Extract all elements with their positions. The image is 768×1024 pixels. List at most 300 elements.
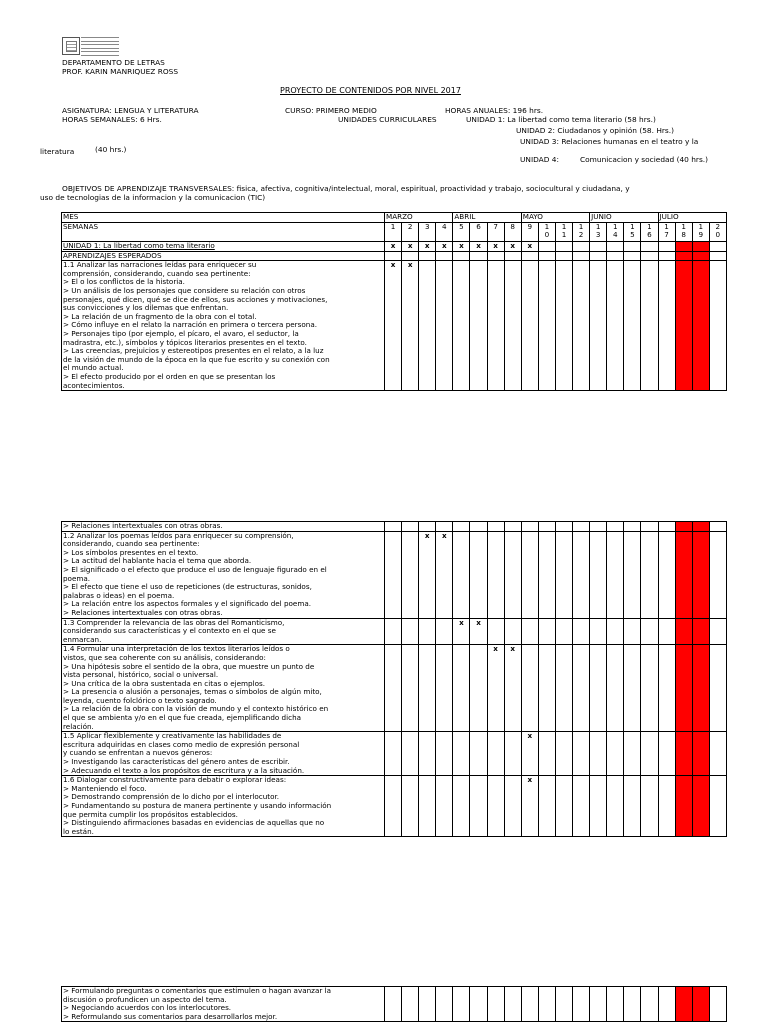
learning-outcome-description	[62, 261, 385, 391]
description-line: lo están.	[63, 826, 94, 836]
p3-r0-week-10	[538, 987, 555, 1022]
p2-r1-week-16	[641, 531, 658, 618]
p1-r0-week-11	[555, 261, 572, 391]
unit-1-week-18	[675, 241, 692, 251]
p2-r3-week-13	[590, 645, 607, 732]
p2-r1-week-12	[573, 531, 590, 618]
p1-r0-week-4	[436, 261, 453, 391]
p2-r5-week-12	[573, 776, 590, 837]
p2-r5-week-15	[624, 776, 641, 837]
unit-1-week-15	[624, 241, 641, 251]
description-line: > Negociando acuerdos con los interlocutores.	[63, 1003, 232, 1013]
p2-r4-week-16	[641, 732, 658, 776]
p3-r0-week-3	[419, 987, 436, 1022]
unit-row	[62, 241, 727, 251]
p2-r3-week-15	[624, 645, 641, 732]
p2-r0-week-1	[385, 522, 402, 532]
month-marzo: MARZO	[385, 213, 453, 223]
unit-1-week-1: x	[385, 241, 402, 251]
description-line: 1.2 Analizar los poemas leídos para enriquecer su comprensión,	[63, 531, 294, 540]
learning-outcome-row	[62, 618, 727, 645]
week-2-header: 2	[402, 222, 419, 241]
p3-r0-week-4	[436, 987, 453, 1022]
header-week-19	[692, 251, 709, 261]
description-line: > Una hipótesis sobre el sentido de la obra, que muestre un punto de	[63, 661, 315, 671]
week-11-header: 1 1	[555, 222, 572, 241]
p2-r1-week-19	[692, 531, 709, 618]
header-week-8	[504, 251, 521, 261]
header-week-18	[675, 251, 692, 261]
p2-r0-week-10	[538, 522, 555, 532]
week-header-row	[62, 222, 727, 241]
p1-r0-week-10	[538, 261, 555, 391]
description-line: > El significado o el efecto que produce el uso de lenguaje figurado en el	[63, 564, 327, 574]
p2-r5-week-19	[692, 776, 709, 837]
p2-r0-week-14	[607, 522, 624, 532]
p2-r1-week-3: x	[419, 531, 436, 618]
department-label: DEPARTAMENTO DE LETRAS	[62, 58, 165, 67]
p2-r5-week-18	[675, 776, 692, 837]
subject-label: ASIGNATURA: LENGUA Y LITERATURA	[62, 106, 199, 115]
week-12-header: 1 2	[573, 222, 590, 241]
description-line: sus convicciones y los dilemas que enfrentan.	[63, 303, 229, 313]
header-week-1	[385, 251, 402, 261]
header-week-10	[538, 251, 555, 261]
schedule-table-page-3	[61, 986, 727, 1022]
p2-r1-week-18	[675, 531, 692, 618]
p2-r2-week-2	[402, 618, 419, 645]
p2-r2-week-19	[692, 618, 709, 645]
p2-r5-week-10	[538, 776, 555, 837]
p3-r0-week-19	[692, 987, 709, 1022]
p1-r0-week-16	[641, 261, 658, 391]
header-week-20	[709, 251, 726, 261]
p2-r4-week-4	[436, 732, 453, 776]
p2-r2-week-11	[555, 618, 572, 645]
p1-r0-week-1: x	[385, 261, 402, 391]
p2-r5-week-11	[555, 776, 572, 837]
description-line: > Investigando las características del género antes de escribir.	[63, 757, 290, 767]
unit-4-title: Comunicacion y sociedad (40 hrs.)	[580, 155, 709, 164]
p2-r4-week-17	[658, 732, 675, 776]
p2-r3-week-4	[436, 645, 453, 732]
description-line: > Las creencias, prejuicios y estereotipos presentes en el relato, a la luz	[63, 346, 324, 356]
learning-outcome-description	[62, 618, 385, 645]
p2-r5-week-20	[709, 776, 726, 837]
p3-r0-week-17	[658, 987, 675, 1022]
p2-r1-week-13	[590, 531, 607, 618]
p2-r2-week-16	[641, 618, 658, 645]
p2-r3-week-16	[641, 645, 658, 732]
header-week-16	[641, 251, 658, 261]
unit-1-week-5: x	[453, 241, 470, 251]
p2-r0-week-17	[658, 522, 675, 532]
p3-r0-week-9	[521, 987, 538, 1022]
description-line: > La relación de la obra con la visión de mundo y el contexto histórico en	[63, 704, 329, 714]
p2-r5-week-6	[470, 776, 487, 837]
month-junio: JUNIO	[590, 213, 658, 223]
p2-r5-week-1	[385, 776, 402, 837]
header-week-2	[402, 251, 419, 261]
p2-r0-week-6	[470, 522, 487, 532]
p1-r0-week-6	[470, 261, 487, 391]
p2-r3-week-17	[658, 645, 675, 732]
p2-r4-week-5	[453, 732, 470, 776]
p2-r3-week-12	[573, 645, 590, 732]
p3-r0-week-1	[385, 987, 402, 1022]
description-line: madrastra, etc.), símbolos y tópicos literarios presentes en el texto.	[63, 337, 307, 347]
p2-r4-week-19	[692, 732, 709, 776]
unit-1-week-13	[590, 241, 607, 251]
p3-r0-week-15	[624, 987, 641, 1022]
p2-r4-week-8	[504, 732, 521, 776]
description-line: acontecimientos.	[63, 380, 125, 390]
learning-outcome-row	[62, 645, 727, 732]
unit-1-week-11	[555, 241, 572, 251]
unit-1-week-19	[692, 241, 709, 251]
p2-r0-week-8	[504, 522, 521, 532]
learning-outcomes-header: APRENDIZAJES ESPERADOS	[62, 251, 385, 261]
p2-r4-week-10	[538, 732, 555, 776]
p1-r0-week-9	[521, 261, 538, 391]
header-week-9	[521, 251, 538, 261]
description-line: comprensión, considerando, cuando sea pertinente:	[63, 268, 251, 278]
p2-r0-week-16	[641, 522, 658, 532]
p2-r4-week-3	[419, 732, 436, 776]
p3-r0-week-16	[641, 987, 658, 1022]
header-week-4	[436, 251, 453, 261]
description-line: > Una crítica de la obra sustentada en citas o ejemplos.	[63, 678, 266, 688]
learning-outcome-row	[62, 987, 727, 1022]
learning-outcome-description	[62, 732, 385, 776]
learning-outcome-description	[62, 531, 385, 618]
p2-r2-week-1	[385, 618, 402, 645]
description-line: y cuando se enfrentan a nuevos géneros:	[63, 748, 213, 758]
p2-r5-week-5	[453, 776, 470, 837]
p2-r5-week-8	[504, 776, 521, 837]
unit-1-week-12	[573, 241, 590, 251]
unit-4-label: UNIDAD 4:	[520, 155, 559, 164]
description-line: 1.4 Formular una interpretación de los textos literarios leídos o	[63, 644, 290, 654]
teacher-label: PROF. KARIN MANRIQUEZ ROSS	[62, 67, 179, 76]
p2-r1-week-8	[504, 531, 521, 618]
p2-r0-week-19	[692, 522, 709, 532]
p2-r2-week-6: x	[470, 618, 487, 645]
week-19-header: 1 9	[692, 222, 709, 241]
description-line: poema.	[63, 573, 91, 583]
p2-r0-week-3	[419, 522, 436, 532]
week-4-header: 4	[436, 222, 453, 241]
week-8-header: 8	[504, 222, 521, 241]
unit-1-row-label: UNIDAD 1: La libertad como tema literario	[62, 241, 385, 251]
description-line: > El efecto que tiene el uso de repeticiones (de estructuras, sonidos,	[63, 582, 312, 592]
unit-2-label: UNIDAD 2: Ciudadanos y opinión (58. Hrs.)	[516, 126, 675, 135]
description-line: el que se ambienta y/o en el que fue creada, ejemplificando dicha	[63, 713, 302, 723]
p2-r2-week-14	[607, 618, 624, 645]
p2-r0-week-13	[590, 522, 607, 532]
header-week-3	[419, 251, 436, 261]
schedule-table-page-1	[61, 212, 727, 391]
p2-r4-week-11	[555, 732, 572, 776]
p2-r4-week-6	[470, 732, 487, 776]
p1-r0-week-19	[692, 261, 709, 391]
p2-r3-week-3	[419, 645, 436, 732]
unit-1-week-20	[709, 241, 726, 251]
week-5-header: 5	[453, 222, 470, 241]
p2-r1-week-2	[402, 531, 419, 618]
p1-r0-week-17	[658, 261, 675, 391]
header-week-11	[555, 251, 572, 261]
learning-outcome-description	[62, 776, 385, 837]
p1-r0-week-3	[419, 261, 436, 391]
p2-r0-week-4	[436, 522, 453, 532]
description-line: leyenda, cuento folclórico o texto sagrado.	[63, 695, 217, 705]
p1-r0-week-5	[453, 261, 470, 391]
p2-r5-week-9: x	[521, 776, 538, 837]
week-10-header: 1 0	[538, 222, 555, 241]
header-week-15	[624, 251, 641, 261]
p2-r2-week-17	[658, 618, 675, 645]
description-line: 1.1 Analizar las narraciones leídas para enriquecer su	[63, 260, 257, 270]
learning-outcome-row	[62, 522, 727, 532]
p2-r2-week-12	[573, 618, 590, 645]
p2-r1-week-6	[470, 531, 487, 618]
unit-3-label: UNIDAD 3: Relaciones humanas en el teatro y la	[520, 137, 699, 146]
unit-1-week-16	[641, 241, 658, 251]
annual-hours-label: HORAS ANUALES: 196 hrs.	[445, 106, 544, 115]
header-week-5	[453, 251, 470, 261]
description-line: > El o los conflictos de la historia.	[63, 277, 185, 287]
units-label: UNIDADES CURRICULARES	[338, 115, 437, 124]
p2-r1-week-7	[487, 531, 504, 618]
p2-r5-week-14	[607, 776, 624, 837]
header-week-13	[590, 251, 607, 261]
description-line: personajes, qué dicen, qué se dice de ellos, sus acciones y motivaciones,	[63, 294, 328, 304]
p2-r1-week-1	[385, 531, 402, 618]
unit-1-week-10	[538, 241, 555, 251]
description-line: > Un análisis de los personajes que considere su relación con otros	[63, 285, 306, 295]
p2-r0-week-7	[487, 522, 504, 532]
unit-3-hours: (40 hrs.)	[95, 145, 127, 154]
description-line: > La presencia o alusión a personajes, temas o símbolos de algún mito,	[63, 687, 322, 697]
description-line: relación.	[63, 721, 94, 731]
p1-r0-week-14	[607, 261, 624, 391]
week-13-header: 1 3	[590, 222, 607, 241]
month-julio: JULIO	[658, 213, 726, 223]
description-line: el mundo actual.	[63, 363, 124, 373]
p2-r2-week-13	[590, 618, 607, 645]
description-line: > Reformulando sus comentarios para desarrollarlos mejor.	[63, 1011, 278, 1021]
p2-r0-week-15	[624, 522, 641, 532]
p2-r1-week-15	[624, 531, 641, 618]
week-18-header: 1 8	[675, 222, 692, 241]
learning-outcome-description	[62, 522, 385, 532]
p2-r4-week-14	[607, 732, 624, 776]
description-line: > Distinguiendo afirmaciones basadas en evidencias de aquellas que no	[63, 818, 325, 828]
learning-outcome-description	[62, 987, 385, 1022]
week-17-header: 1 7	[658, 222, 675, 241]
p2-r2-week-8	[504, 618, 521, 645]
p2-r4-week-15	[624, 732, 641, 776]
p2-r1-week-5	[453, 531, 470, 618]
learning-outcomes-header-row	[62, 251, 727, 261]
p2-r4-week-7	[487, 732, 504, 776]
learning-outcome-row	[62, 261, 727, 391]
p2-r5-week-16	[641, 776, 658, 837]
p2-r1-week-17	[658, 531, 675, 618]
description-line: que permita cumplir los propósitos establecidos.	[63, 809, 238, 819]
p2-r2-week-5: x	[453, 618, 470, 645]
weekly-hours-label: HORAS SEMANALES: 6 Hrs.	[62, 115, 162, 124]
p2-r2-week-10	[538, 618, 555, 645]
p2-r3-week-18	[675, 645, 692, 732]
p2-r3-week-11	[555, 645, 572, 732]
p3-r0-week-11	[555, 987, 572, 1022]
description-line: > Fundamentando su postura de manera pertinente y usando información	[63, 801, 332, 810]
p1-r0-week-20	[709, 261, 726, 391]
p2-r3-week-7: x	[487, 645, 504, 732]
p1-r0-week-8	[504, 261, 521, 391]
p2-r5-week-3	[419, 776, 436, 837]
p2-r2-week-15	[624, 618, 641, 645]
p2-r3-week-6	[470, 645, 487, 732]
p1-r0-week-15	[624, 261, 641, 391]
p2-r0-week-2	[402, 522, 419, 532]
unit-1-week-9: x	[521, 241, 538, 251]
p2-r5-week-7	[487, 776, 504, 837]
schedule-table-page-2	[61, 521, 727, 837]
p1-r0-week-18	[675, 261, 692, 391]
description-line: > La relación de un fragmento de la obra con el total.	[63, 311, 257, 321]
p2-r3-week-8: x	[504, 645, 521, 732]
header-week-12	[573, 251, 590, 261]
description-line: > La relación entre los aspectos formales y el significado del poema.	[63, 599, 312, 609]
description-line: > Manteniendo el foco.	[63, 783, 147, 793]
header-week-7	[487, 251, 504, 261]
p2-r3-week-1	[385, 645, 402, 732]
week-6-header: 6	[470, 222, 487, 241]
p2-r2-week-7	[487, 618, 504, 645]
p3-r0-week-12	[573, 987, 590, 1022]
p3-r0-week-13	[590, 987, 607, 1022]
description-line: > La actitud del hablante hacia el tema que aborda.	[63, 556, 252, 566]
p2-r1-week-20	[709, 531, 726, 618]
month-mayo: MAYO	[521, 213, 589, 223]
school-logo	[62, 37, 80, 55]
description-line: 1.6 Dialogar constructivamente para debatir o explorar ideas:	[63, 775, 287, 785]
p2-r0-week-18	[675, 522, 692, 532]
p2-r3-week-10	[538, 645, 555, 732]
week-15-header: 1 5	[624, 222, 641, 241]
p2-r1-week-11	[555, 531, 572, 618]
description-line: palabras o ideas) en el poema.	[63, 590, 175, 600]
p2-r1-week-14	[607, 531, 624, 618]
header-week-17	[658, 251, 675, 261]
description-line: enmarcan.	[63, 634, 102, 644]
p2-r0-week-20	[709, 522, 726, 532]
p2-r4-week-13	[590, 732, 607, 776]
p2-r5-week-2	[402, 776, 419, 837]
p3-r0-week-5	[453, 987, 470, 1022]
description-line: de la visión de mundo de la época en la que fue escrito y su conexión con	[63, 354, 330, 364]
description-line: > Los símbolos presentes en el texto.	[63, 547, 199, 557]
header-week-14	[607, 251, 624, 261]
description-line: > Formulando preguntas o comentarios que estimulen o hagan avanzar la	[63, 986, 331, 995]
description-line: > Personajes tipo (por ejemplo, el pícaro, el avaro, el seductor, la	[63, 328, 299, 338]
month-header-row	[62, 213, 727, 223]
unit-1-week-4: x	[436, 241, 453, 251]
description-line: > Cómo influye en el relato la narración en primera o tercera persona.	[63, 320, 318, 330]
p2-r5-week-4	[436, 776, 453, 837]
unit-1-week-14	[607, 241, 624, 251]
page-title: PROYECTO DE CONTENIDOS POR NIVEL 2017	[280, 86, 461, 95]
course-label: CURSO: PRIMERO MEDIO	[285, 106, 377, 115]
description-line: > Relaciones intertextuales con otras obras.	[63, 521, 223, 530]
p1-r0-week-12	[573, 261, 590, 391]
week-3-header: 3	[419, 222, 436, 241]
description-line: > Relaciones intertextuales con otras obras.	[63, 607, 223, 617]
objectives-line-2: uso de tecnologias de la informacion y la comunicacion (TIC)	[40, 193, 266, 202]
learning-outcome-row	[62, 732, 727, 776]
objectives-line-1: OBJETIVOS DE APRENDIZAJE TRANSVERSALES: fisica, afectiva, cognitiva/intelectual, moral, espiritual, proactividad y trabajo, sociocultural y ciudadana, y	[62, 184, 630, 193]
description-line: considerando, cuando sea pertinente:	[63, 539, 200, 549]
p2-r4-week-20	[709, 732, 726, 776]
p3-r0-week-18	[675, 987, 692, 1022]
p1-r0-week-2: x	[402, 261, 419, 391]
week-1-header: 1	[385, 222, 402, 241]
p3-r0-week-6	[470, 987, 487, 1022]
p3-r0-week-20	[709, 987, 726, 1022]
p2-r3-week-5	[453, 645, 470, 732]
p2-r2-week-18	[675, 618, 692, 645]
p2-r4-week-1	[385, 732, 402, 776]
p2-r3-week-14	[607, 645, 624, 732]
unit-3-continued: literatura	[40, 147, 75, 156]
description-line: vista personal, histórico, social o universal.	[63, 670, 219, 680]
p3-r0-week-7	[487, 987, 504, 1022]
unit-1-week-8: x	[504, 241, 521, 251]
school-crest-icon	[66, 41, 77, 52]
description-line: considerando sus características y el contexto en el que se	[63, 626, 276, 636]
p2-r0-week-11	[555, 522, 572, 532]
p2-r3-week-20	[709, 645, 726, 732]
p2-r4-week-18	[675, 732, 692, 776]
p2-r1-week-4: x	[436, 531, 453, 618]
week-7-header: 7	[487, 222, 504, 241]
p3-r0-week-8	[504, 987, 521, 1022]
p2-r3-week-19	[692, 645, 709, 732]
week-20-header: 2 0	[709, 222, 726, 241]
p1-r0-week-7	[487, 261, 504, 391]
p2-r0-week-5	[453, 522, 470, 532]
week-14-header: 1 4	[607, 222, 624, 241]
month-abril: ABRIL	[453, 213, 521, 223]
p2-r5-week-13	[590, 776, 607, 837]
p1-r0-week-13	[590, 261, 607, 391]
unit-1-week-3: x	[419, 241, 436, 251]
p2-r0-week-9	[521, 522, 538, 532]
week-9-header: 9	[521, 222, 538, 241]
unit-1-week-6: x	[470, 241, 487, 251]
p2-r4-week-9: x	[521, 732, 538, 776]
p2-r0-week-12	[573, 522, 590, 532]
learning-outcome-row	[62, 776, 727, 837]
p2-r2-week-9	[521, 618, 538, 645]
p2-r1-week-10	[538, 531, 555, 618]
description-line: > El efecto producido por el orden en que se presentan los	[63, 371, 276, 381]
description-line: > Adecuando el texto a los propósitos de escritura y a la situación.	[63, 765, 305, 775]
weeks-column-header: SEMANAS	[62, 222, 385, 241]
